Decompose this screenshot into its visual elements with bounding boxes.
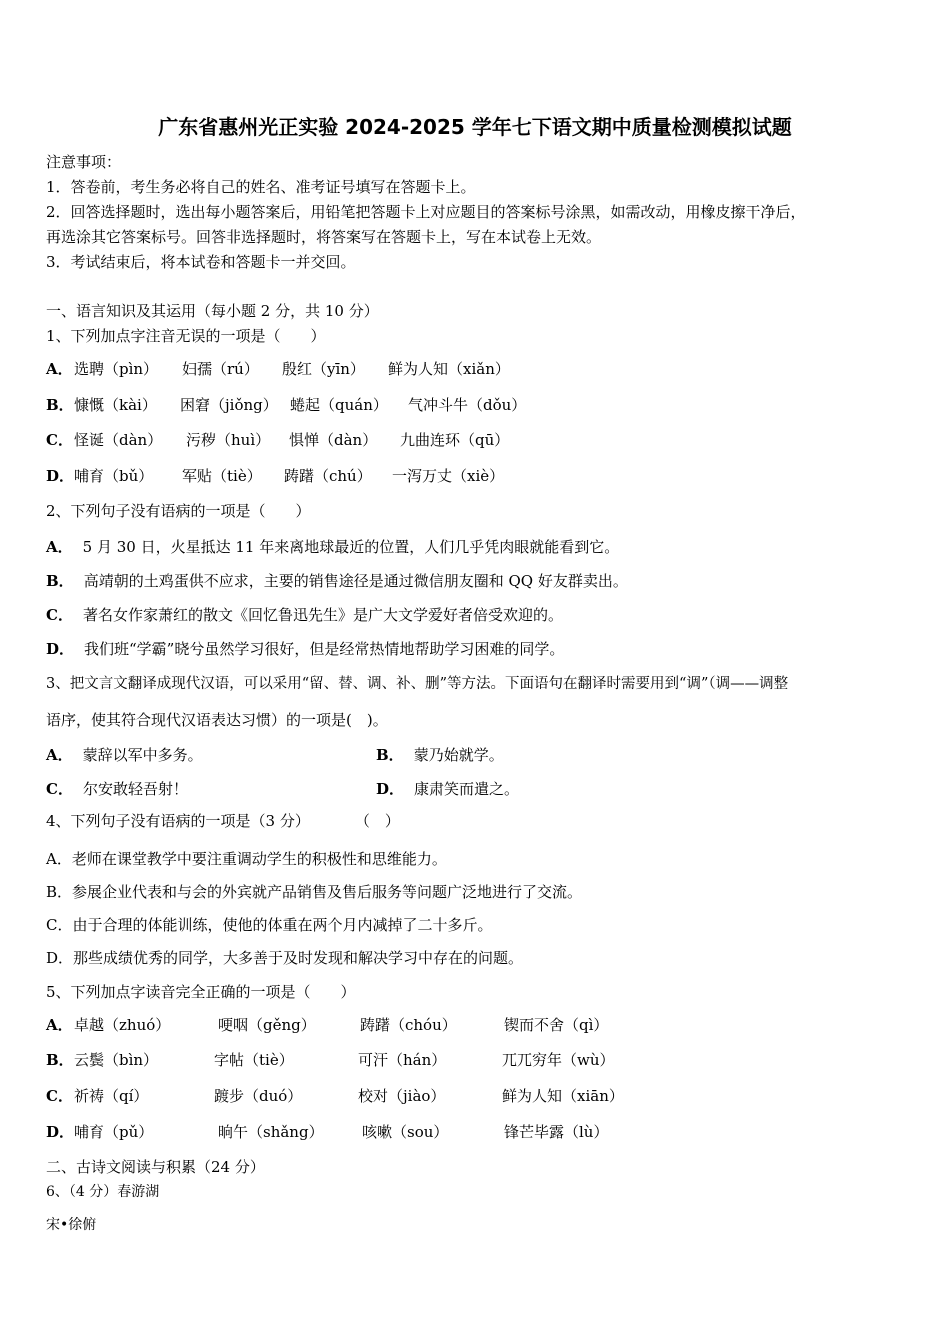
option-text: B．参展企业代表和与会的外宾就产品销售及售后服务等问题广泛地进行了交流。 (46, 883, 583, 901)
option-item: 踌躇（chóu） (360, 1016, 457, 1034)
option-row (46, 359, 510, 379)
option-item: 惧惮（dàn） (289, 431, 378, 449)
option-text: 康肃笑而遣之。 (414, 780, 520, 798)
option-row (46, 395, 527, 415)
page-title: 广东省惠州光正实验 2024-2025 学年七下语文期中质量检测模拟试题 (158, 115, 792, 139)
option-item: 九曲连环（qū） (400, 431, 510, 449)
option-label: A． (46, 538, 73, 556)
option-row (46, 466, 505, 486)
option-row (46, 605, 563, 625)
option-row (376, 779, 519, 799)
option-label: B． (46, 572, 74, 590)
option-item: 云鬓（bìn） (74, 1051, 159, 1069)
option-item: 蜷起（quán） (290, 396, 388, 414)
option-item: 一泻万丈（xiè） (392, 467, 505, 485)
section-heading: 二、古诗文阅读与积累（24 分） (46, 1158, 265, 1176)
option-row (46, 745, 203, 765)
option-label: D． (46, 1123, 75, 1141)
option-label: B． (46, 396, 74, 414)
option-label: A． (46, 746, 73, 764)
option-text: 蒙辞以军中多务。 (82, 746, 203, 764)
option-text: A．老师在课堂教学中要注重调动学生的积极性和思维能力。 (46, 850, 447, 868)
option-item: 哽咽（gěng） (218, 1016, 316, 1034)
option-item: 祈祷（qí） (74, 1087, 149, 1105)
option-label: C． (46, 431, 73, 449)
option-item: 哺育（bǔ） (74, 467, 154, 485)
option-label: D． (46, 640, 75, 658)
notice-item: 2．回答选择题时，选出每小题答案后，用铅笔把答题卡上对应题目的答案标号涂黑，如需改动，用橡皮擦干净后， (46, 203, 806, 221)
notice-heading: 注意事项： (46, 153, 122, 171)
option-item: 殷红（yīn） (282, 360, 365, 378)
option-item: 咳嗽（sou） (362, 1123, 449, 1141)
option-item: 污秽（huì） (186, 431, 271, 449)
option-item: 选聘（pìn） (74, 360, 159, 378)
option-row (376, 745, 504, 765)
option-item: 慷慨（kài） (74, 396, 157, 414)
option-item: 鲜为人知（xiān） (502, 1087, 624, 1105)
option-label: C． (46, 606, 73, 624)
option-item: 卓越（zhuó） (74, 1016, 171, 1034)
option-row (46, 1015, 609, 1035)
option-item: 锲而不舍（qì） (504, 1016, 609, 1034)
option-item: 字帖（tiè） (214, 1051, 294, 1069)
option-text: D．那些成绩优秀的同学，大多善于及时发现和解决学习中存在的问题。 (46, 949, 524, 967)
option-item: 踱步（duó） (214, 1087, 303, 1105)
poem-author: 宋•徐俯 (46, 1217, 97, 1233)
option-item: 晌午（shǎng） (218, 1123, 324, 1141)
option-text: 蒙乃始就学。 (413, 746, 504, 764)
option-label: D． (46, 467, 75, 485)
option-label: B． (46, 1051, 74, 1069)
option-item: 哺育（pǔ） (74, 1123, 154, 1141)
notice-item: 1．答卷前，考生务必将自己的姓名、准考证号填写在答题卡上。 (46, 178, 476, 196)
option-item: 校对（jiào） (358, 1087, 446, 1105)
option-item: 气冲斗牛（dǒu） (408, 396, 527, 414)
option-text: 5 月 30 日，火星抵达 11 年来离地球最近的位置，人们几乎凭肉眼就能看到它。 (82, 538, 620, 556)
question-stem: 4、下列句子没有语病的一项是（3 分） （ ） (46, 812, 400, 830)
option-item: 踌躇（chú） (284, 467, 372, 485)
option-text: C．由于合理的体能训练，使他的体重在两个月内减掉了二十多斤。 (46, 916, 493, 934)
question-stem: 6、（4 分）春游湖 (46, 1184, 160, 1200)
question-stem: 2、下列句子没有语病的一项是（ ） (46, 502, 311, 520)
option-item: 锋芒毕露（lù） (504, 1123, 609, 1141)
option-row (46, 1086, 624, 1106)
option-item: 困窘（jiǒng） (180, 396, 278, 414)
option-text: 我们班“学霸”晓兮虽然学习很好，但是经常热情地帮助学习困难的同学。 (84, 640, 565, 658)
question-stem: 5、下列加点字读音完全正确的一项是（ ） (46, 983, 356, 1001)
option-text: 尔安敢轻吾射！ (82, 780, 188, 798)
option-row (46, 537, 619, 557)
option-item: 可汗（hán） (358, 1051, 447, 1069)
notice-item: 再选涂其它答案标号。回答非选择题时，将答案写在答题卡上，写在本试卷上无效。 (46, 228, 602, 246)
section-heading: 一、语言知识及其运用（每小题 2 分，共 10 分） (46, 302, 379, 320)
option-item: 军贴（tiè） (182, 467, 262, 485)
option-label: A． (46, 360, 73, 378)
option-label: C． (46, 1087, 73, 1105)
option-item: 鲜为人知（xiǎn） (388, 360, 510, 378)
question-stem: 语序，使其符合现代汉语表达习惯）的一项是( )。 (46, 711, 388, 729)
question-stem: 3、把文言文翻译成现代汉语，可以采用“留、替、调、补、删”等方法。下面语句在翻译时需要用到“调”（调——调整 (46, 676, 789, 692)
option-label: C． (46, 780, 73, 798)
option-text: 著名女作家萧红的散文《回忆鲁迅先生》是广大文学爱好者倍受欢迎的。 (82, 606, 563, 624)
notice-item: 3．考试结束后，将本试卷和答题卡一并交回。 (46, 253, 356, 271)
option-row (46, 1050, 615, 1070)
option-item: 妇孺（rú） (182, 360, 259, 378)
option-item: 怪诞（dàn） (74, 431, 163, 449)
option-item: 兀兀穷年（wù） (502, 1051, 615, 1069)
question-stem: 1、下列加点字注音无误的一项是（ ） (46, 327, 326, 345)
option-row (46, 1122, 609, 1142)
option-row (46, 639, 564, 659)
option-row (46, 571, 628, 591)
option-label: B． (376, 746, 404, 764)
option-text: 高靖朝的土鸡蛋供不应求，主要的销售途径是通过微信朋友圈和 QQ 好友群卖出。 (83, 572, 628, 590)
option-row (46, 779, 188, 799)
option-label: A． (46, 1016, 73, 1034)
option-label: D． (376, 780, 405, 798)
option-row (46, 430, 510, 450)
